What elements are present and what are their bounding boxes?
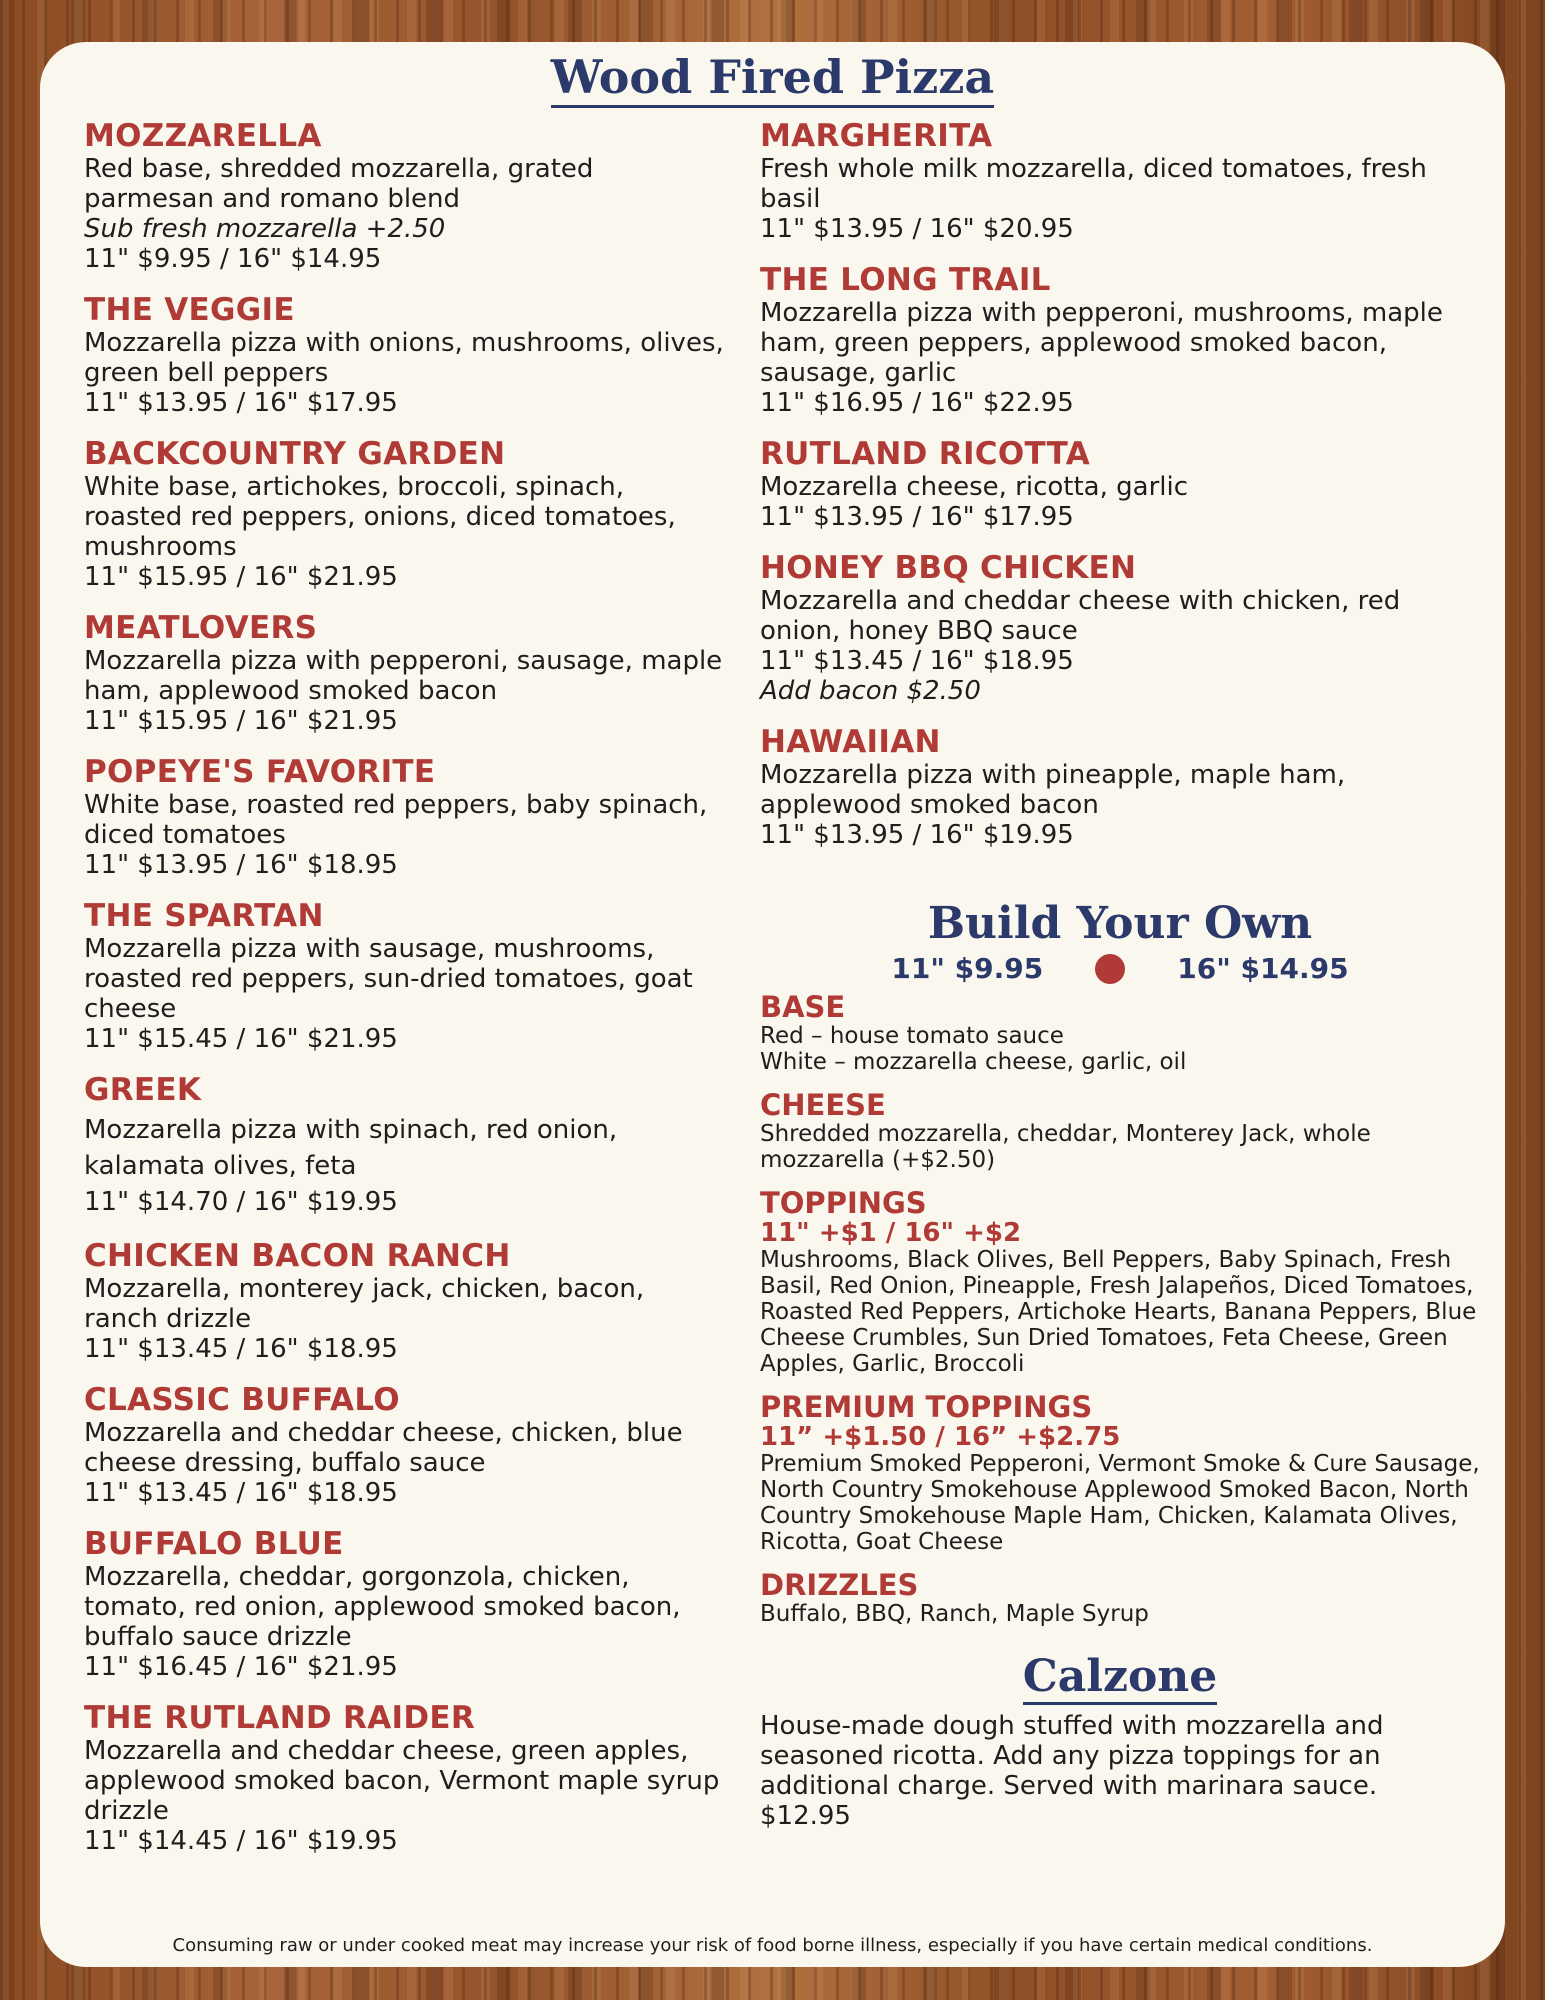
byo-base	[760, 991, 1480, 1075]
item-desc: Mozzarella pizza with sausage, mushrooms, roasted red peppers, sun-dried tomatoes, goat cheese	[84, 934, 693, 1024]
item-name: MARGHERITA	[760, 118, 993, 154]
item-price: 11" $16.45 / 16" $21.95	[84, 1652, 398, 1682]
calzone-desc: House-made dough stuffed with mozzarella and seasoned ricotta. Add any pizza toppings for an additional charge. Served with marinara sauce.	[760, 1711, 1384, 1801]
item-desc: Mozzarella pizza with pepperoni, sausage, maple ham, applewood smoked bacon	[84, 646, 723, 706]
item-desc: Mozzarella cheese, ricotta, garlic	[760, 472, 1188, 502]
item-desc: White base, roasted red peppers, baby spinach, diced tomatoes	[84, 790, 708, 850]
menu-item-buffalo-blue	[84, 1526, 724, 1682]
build-your-own-title: Build Your Own	[927, 898, 1313, 949]
byo-toppings-name: TOPPINGS	[760, 1186, 927, 1220]
menu-item-backcountry-garden	[84, 436, 724, 592]
menu-item-rutland-ricotta	[760, 436, 1480, 532]
item-name: RUTLAND RICOTTA	[760, 436, 1090, 472]
menu-item-margherita	[760, 118, 1480, 244]
byo-premium-name: PREMIUM TOPPINGS	[760, 1390, 1093, 1424]
menu-item-popeyes-favorite	[84, 754, 724, 880]
menu-item-rutland-raider	[84, 1700, 724, 1856]
item-name: THE VEGGIE	[84, 292, 295, 328]
item-note: Sub fresh mozzarella +2.50	[84, 214, 446, 244]
byo-drizzles-name: DRIZZLES	[760, 1568, 919, 1602]
item-price: 11" $13.45 / 16" $18.95	[760, 646, 1074, 676]
item-name: HONEY BBQ CHICKEN	[760, 550, 1137, 586]
bullet-dot-icon	[1095, 954, 1125, 984]
page-title	[0, 50, 1545, 104]
byo-cheese	[760, 1089, 1480, 1173]
item-price: 11" $13.95 / 16" $18.95	[84, 850, 398, 880]
menu-item-greek	[84, 1072, 724, 1220]
calzone-title	[760, 1651, 1480, 1703]
right-column	[760, 118, 1480, 1831]
item-name: BUFFALO BLUE	[84, 1526, 344, 1562]
calzone-title-text: Calzone	[1023, 1651, 1218, 1705]
item-price: 11" $13.95 / 16" $20.95	[760, 214, 1074, 244]
item-name: CLASSIC BUFFALO	[84, 1382, 400, 1418]
build-your-own-prices	[760, 952, 1480, 985]
item-name: BACKCOUNTRY GARDEN	[84, 436, 506, 472]
item-desc: Mozzarella pizza with onions, mushrooms, olives, green bell peppers	[84, 328, 724, 388]
item-note: Add bacon $2.50	[760, 676, 981, 706]
byo-drizzles	[760, 1569, 1480, 1627]
item-name: THE LONG TRAIL	[760, 262, 1051, 298]
byo-premium-price: 11” +$1.50 / 16” +$2.75	[760, 1422, 1121, 1452]
item-price: 11" $13.45 / 16" $18.95	[84, 1334, 398, 1364]
byo-premium-toppings	[760, 1391, 1480, 1555]
item-desc: White base, artichokes, broccoli, spinach, roasted red peppers, onions, diced tomatoes, mushrooms	[84, 472, 676, 562]
item-name: THE RUTLAND RAIDER	[84, 1700, 476, 1736]
item-desc: Mozzarella pizza with pineapple, maple ham, applewood smoked bacon	[760, 760, 1346, 820]
item-price: 11" $9.95 / 16" $14.95	[84, 244, 382, 274]
left-column	[84, 118, 724, 1874]
item-price: 11" $14.45 / 16" $19.95	[84, 1826, 398, 1856]
menu-item-veggie	[84, 292, 724, 418]
item-price: 11" $15.95 / 16" $21.95	[84, 562, 398, 592]
menu-item-mozzarella	[84, 118, 724, 274]
item-price: 11" $15.45 / 16" $21.95	[84, 1024, 398, 1054]
item-name: THE SPARTAN	[84, 898, 324, 934]
byo-base-red: Red – house tomato sauce	[760, 1023, 1064, 1049]
item-price: 11" $15.95 / 16" $21.95	[84, 706, 398, 736]
item-price: 11" $13.95 / 16" $17.95	[84, 388, 398, 418]
item-name: POPEYE'S FAVORITE	[84, 754, 436, 790]
item-desc: Mozzarella, monterey jack, chicken, bacon, ranch drizzle	[84, 1274, 645, 1334]
byo-toppings	[760, 1187, 1480, 1377]
byo-toppings-price: 11" +$1 / 16" +$2	[760, 1218, 1022, 1248]
item-name: MOZZARELLA	[84, 118, 322, 154]
byo-price-small: 11" $9.95	[891, 952, 1044, 985]
item-name: HAWAIIAN	[760, 724, 941, 760]
item-desc: Mozzarella pizza with spinach, red onion, kalamata olives, feta	[84, 1115, 618, 1181]
byo-cheese-name: CHEESE	[760, 1088, 886, 1122]
item-price: 11" $13.45 / 16" $18.95	[84, 1478, 398, 1508]
byo-base-white: White – mozzarella cheese, garlic, oil	[760, 1049, 1187, 1075]
footer-disclaimer: Consuming raw or under cooked meat may increase your risk of food borne illness, especially if you have certain medical conditions.	[172, 1935, 1373, 1956]
byo-cheese-text: Shredded mozzarella, cheddar, Monterey Jack, whole mozzarella (+$2.50)	[760, 1121, 1371, 1173]
byo-price-large: 16" $14.95	[1177, 952, 1349, 985]
item-desc: Mozzarella and cheddar cheese, chicken, blue cheese dressing, buffalo sauce	[84, 1418, 683, 1478]
item-desc: Mozzarella pizza with pepperoni, mushrooms, maple ham, green peppers, applewood smoked bacon, sausage, garlic	[760, 298, 1443, 388]
item-name: MEATLOVERS	[84, 610, 318, 646]
item-price: 11" $13.95 / 16" $19.95	[760, 820, 1074, 850]
item-name: CHICKEN BACON RANCH	[84, 1238, 511, 1274]
menu-item-classic-buffalo	[84, 1382, 724, 1508]
item-price: 11" $16.95 / 16" $22.95	[760, 388, 1074, 418]
item-desc: Fresh whole milk mozzarella, diced tomatoes, fresh basil	[760, 154, 1427, 214]
calzone-price: $12.95	[760, 1801, 851, 1831]
page-title-text: Wood Fired Pizza	[551, 50, 994, 108]
byo-toppings-text: Mushrooms, Black Olives, Bell Peppers, Baby Spinach, Fresh Basil, Red Onion, Pineapple, Fresh Jalapeños, Diced Tomatoes, Roasted Red Peppers, Artichoke Hearts, Banana Peppers, Blue Cheese Crumbles, Sun Dried Tomatoes, Feta Cheese, Green Apples, Garlic, Broccoli	[760, 1247, 1477, 1377]
byo-premium-text: Premium Smoked Pepperoni, Vermont Smoke & Cure Sausage, North Country Smokehouse Applewood Smoked Bacon, North Country Smokehouse Maple Ham, Chicken, Kalamata Olives, Ricotta, Goat Cheese	[760, 1451, 1480, 1555]
menu-item-honey-bbq-chicken	[760, 550, 1480, 706]
item-price: 11" $14.70 / 16" $19.95	[84, 1187, 398, 1217]
menu-item-hawaiian	[760, 724, 1480, 850]
item-price: 11" $13.95 / 16" $17.95	[760, 502, 1074, 532]
byo-base-name: BASE	[760, 990, 846, 1024]
item-desc: Mozzarella and cheddar cheese with chicken, red onion, honey BBQ sauce	[760, 586, 1401, 646]
byo-drizzles-text: Buffalo, BBQ, Ranch, Maple Syrup	[760, 1601, 1149, 1627]
menu-item-long-trail	[760, 262, 1480, 418]
menu-item-chicken-bacon-ranch	[84, 1238, 724, 1364]
item-desc: Mozzarella and cheddar cheese, green apples, applewood smoked bacon, Vermont maple syrup drizzle	[84, 1736, 720, 1826]
menu-item-meatlovers	[84, 610, 724, 736]
item-desc: Mozzarella, cheddar, gorgonzola, chicken, tomato, red onion, applewood smoked bacon, buffalo sauce drizzle	[84, 1562, 681, 1652]
item-name: GREEK	[84, 1072, 202, 1108]
item-desc: Red base, shredded mozzarella, grated parmesan and romano blend	[84, 154, 594, 214]
menu-item-spartan	[84, 898, 724, 1054]
